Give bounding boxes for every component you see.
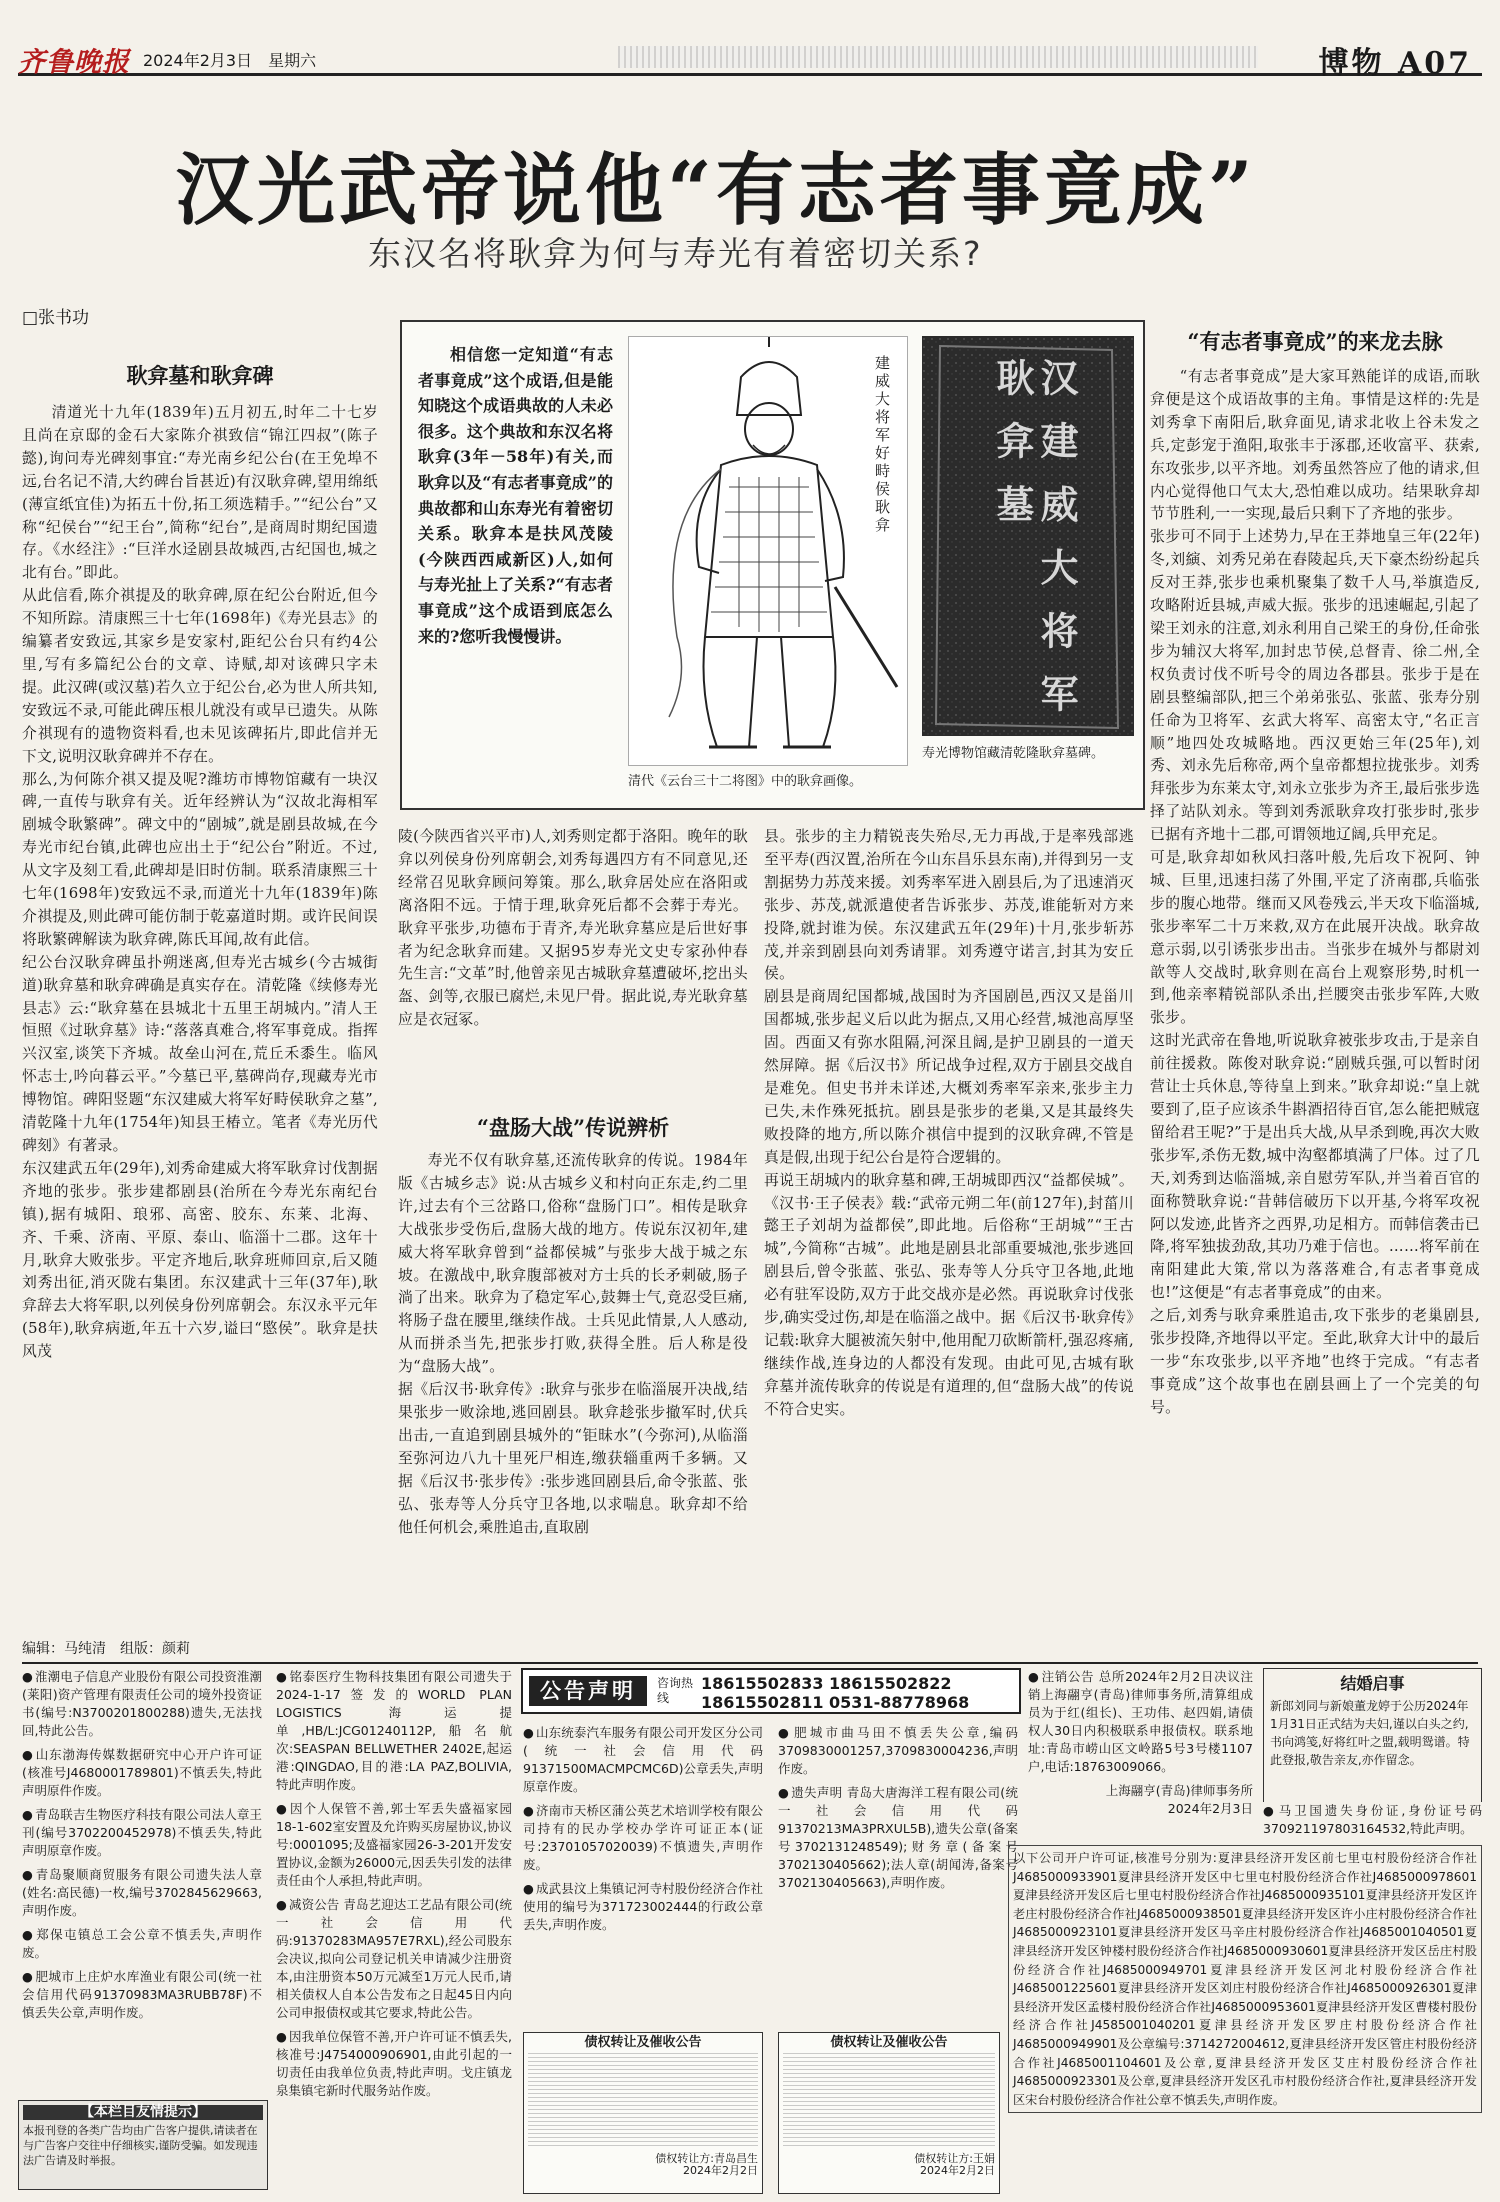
masthead (18, 40, 1482, 81)
notice-item: ● 青岛聚顺商贸服务有限公司遗失法人章(姓名:高民德)一枚,编号3702845629663,声明作废。 (22, 1866, 262, 1920)
notice-item: ● 肥城市曲马田不慎丢失公章,编码3709830001257,3709830004236,声明作废。 (778, 1724, 1018, 1778)
notice-item: ● 马卫国遗失身份证,身份证号码370921197803164532,特此声明。 (1263, 1802, 1482, 1838)
debt-notice-text (528, 2053, 758, 2149)
notice-item: ● 山东渤海传媒数据研究中心开户许可证(核准号J4680001789801)不慎丢失,特此声明原件作废。 (22, 1746, 262, 1800)
feature-box (400, 320, 1145, 810)
phone-line: 18615502811 0531-88778968 (701, 1693, 970, 1712)
debt-notice-text (783, 2053, 995, 2149)
portrait-caption: 清代《云台三十二将图》中的耿弇画像。 (628, 774, 863, 789)
debt-notice-signature: 债权转让方:青岛昌生 (655, 2152, 758, 2165)
stele-inscription: 汉 建 威 大 将 军 耿 弇 墓 (990, 358, 1079, 719)
debt-notice-title: 债权转让及催收公告 (830, 2035, 948, 2050)
debt-notice-2 (778, 2032, 1000, 2194)
ad-title: 公告声明 (529, 1676, 647, 1706)
article-column-4: “有志者事竟成”是大家耳熟能详的成语,而耿弇便是这个成语故事的主角。事情是这样的:先是刘秀拿下南阳后,耿弇面见,请求北收上谷未发之兵,定彭宠于渔阳,取张丰于涿郡,还收富平、获索,东攻张步,以平齐地。刘秀虽然答应了他的请求,但内心觉得他口气太大,恐怕难以成功。结果耿弇却节节胜利,一一实现,最后只剩下了齐地的张步。 张步可不同于上述势力,早在王莽地皇三年(22年)冬,刘縯、刘秀兄弟在舂陵起兵,天下豪杰纷纷起兵反对王莽,张步也乘机聚集了数千人马,举旗造反,攻略附近县城,声威大振。张步的迅速崛起,引起了梁王刘永的注意,刘永利用自己梁王的身份,任命张步为辅汉大将军,加封忠节侯,总督青、徐二州,全权负责讨伐不听号令的周边各郡县。张步于是在剧县整编部队,把三个弟弟张弘、张蓝、张寿分别任命为卫将军、玄武大将军、高密太守,“名正言顺”地四处攻城略地。西汉更始三年(25年),刘秀、刘永先后称帝,两个皇帝都想拉拢张步。刘秀拜张步为东莱太守,刘永立张步为齐王,最后张步选择了站队刘永。等到刘秀派耿弇攻打张步时,张步已据有齐地十二郡,可谓领地辽阔,兵甲充足。 可是,耿弇却如秋风扫落叶般,先后攻下祝阿、钟城、巨里,迅速扫荡了外围,平定了济南郡,兵临张步的腹心地带。继而又风卷残云,半天攻下临淄城,张步率军二十万来救,双方在此展开决战。耿弇故意示弱,以引诱张步出击。当张步在城外与都尉刘歆等人交战时,耿弇则在高台上观察形势,时机一到,他亲率精锐部队杀出,拦腰突击张步军阵,大败张步。 这时光武帝在鲁地,听说耿弇被张步攻击,于是亲自前往援救。陈俊对耿弇说:“剧贼兵强,可以暂时闭营让士兵休息,等待皇上到来。”耿弇却说:“皇上就要到了,臣子应该杀牛斟酒招待百官,怎么能把贼寇留给君王呢?”于是出兵大战,从早杀到晚,再次大败张步军,杀伤无数,城中沟壑都填满了尸体。过了几天,刘秀到达临淄城,亲自慰劳军队,并当着百官的面称赞耿弇说:“昔韩信破历下以开基,今将军攻祝阿以发迹,此皆齐之西界,功足相方。而韩信袭击已降,将军独拔劲敌,其功乃难于信也。……将军前在南阳建此大策,常以为落落难合,有志者事竟成也!”这便是“有志者事竟成”的由来。 之后,刘秀与耿弇乘胜追击,攻下张步的老巢剧县,张步投降,齐地得以平定。至此,耿弇大计中的最后一步“东攻张步,以平齐地”也终于完成。“有志者事竟成”这个故事也在剧县画上了一个完美的句号。 (1150, 368, 1480, 1416)
stele-rubbing-image (922, 336, 1134, 736)
notice-item: ● 减资公告 青岛艺迎达工艺品有限公司(统一社会信用代码:91370283MA957E7RXL),经公司股东会决议,拟向公司登记机关申请减少注册资本,由注册资本50万元减至1万元人民币,请相关债权人自本公告发布之日起45日内向公司申报债权或其它要求,特此公告。 (276, 1896, 512, 2022)
article-column-2: 寿光不仅有耿弇墓,还流传耿弇的传说。1984年版《古城乡志》说:从古城乡义和村向正东走,约二里许,过去有个三岔路口,俗称“盘肠门口”。相传是耿弇大战张步受伤后,盘肠大战的地方。传说东汉初年,建威大将军耿弇曾到“益都侯城”与张步大战于城之东坡。在激战中,耿弇腹部被对方士兵的长矛刺破,肠子淌了出来。耿弇为了稳定军心,鼓舞士气,竟忍受巨痛,将肠子盘在腰里,继续作战。士兵见此情景,人人感动,从而拼杀当先,把张步打败,获得全胜。后人称是役为“盘肠大战”。 据《后汉书·耿弇传》:耿弇与张步在临淄展开决战,结果张步一败涂地,逃回剧县。耿弇趁张步撤军时,伏兵出击,一直追到剧县城外的“钜昧水”(今弥河),从临淄至弥河边八九十里死尸相连,缴获辎重两千多辆。又据《后汉书·张步传》:张步逃回剧县后,命令张蓝、张弘、张寿等人分兵守卫各地,以求喘息。耿弇却不给他任何机会,乘胜追击,直取剧 (398, 1152, 748, 1536)
decorative-band (618, 46, 1258, 68)
headline: 汉光武帝说他“有志者事竟成” (175, 145, 1257, 236)
section-title-1: 耿弇墓和耿弇碑 (126, 363, 274, 388)
notice-item: ● 成武县汶上集镇记河寺村股份经济合作社使用的编号为371723002444的行政公章丢失,声明作废。 (523, 1880, 763, 1934)
ad-banner (521, 1668, 1021, 1714)
section-label: 博物 A07 (1318, 46, 1472, 81)
notice-column-5 (1028, 1668, 1253, 1838)
notice-column-1 (22, 1668, 262, 2093)
debt-notice-date: 2024年2月2日 (920, 2164, 995, 2177)
tip-body: 本报刊登的各类广告均由广告客户提供,请读者在与广告客户交往中仔细核实,谨防受骗。如发现违法广告请及时举报。 (23, 2124, 258, 2167)
notice-item: ● 郑保屯镇总工会公章不慎丢失,声明作废。 (22, 1926, 262, 1962)
general-portrait-icon (629, 337, 907, 765)
section-title-3: “有志者事竟成”的来龙去脉 (1187, 329, 1443, 354)
article-column-2-top: 陵(今陕西省兴平市)人,刘秀则定都于洛阳。晚年的耿弇以列侯身份列席朝会,刘秀每遇四方有不同意见,还经常召见耿弇顾问筹策。那么,耿弇居处应在洛阳或离洛阳不远。于情于理,耿弇死后都不会葬于寿光。耿弇平张步,功德布于青齐,寿光耿弇墓应是后世好事者为纪念耿弇而建。又据95岁寿光文史专家孙仲春先生言:“文革”时,他曾亲见古城耿弇墓遭破坏,挖出头盔、剑等,衣服已腐烂,未见尸骨。据此说,寿光耿弇墓应是衣冠冢。 (398, 828, 748, 1029)
notice-item: ● 济南市天桥区蒲公英艺术培训学校有限公司持有的民办学校办学许可证正本(证号:23701057020039)不慎遗失,声明作废。 (523, 1802, 763, 1874)
portrait-inscription: 建威大将军好畤侯耿弇 (873, 355, 891, 535)
notice-item: ● 淮潮电子信息产业股份有限公司投资淮潮(莱阳)资产管理有限责任公司的境外投资证书(编号:N3700201800288)遗失,无法找回,特此公告。 (22, 1668, 262, 1740)
section-title-2: “盘肠大战”传说辨析 (476, 1115, 670, 1140)
hotline-numbers (701, 1674, 969, 1712)
article-column-3: 县。张步的主力精锐丧失殆尽,无力再战,于是率残部逃至平寿(西汉置,治所在今山东昌乐县东南),并得到另一支割据势力苏茂来援。刘秀率军进入剧县后,为了迅速消灭张步、苏茂,就派遣使者告诉张步、苏茂,谁能斩对方来投降,就封谁为侯。东汉建武五年(29年)十月,张步斩苏茂,并亲到剧县向刘秀请罪。刘秀遵守诺言,封其为安丘侯。 剧县是商周纪国都城,战国时为齐国剧邑,西汉又是甾川国都城,张步起义后以此为据点,又用心经营,城池高厚坚固。西面又有弥水阻隔,河深且阔,是护卫剧县的一道天然屏障。据《后汉书》所记战争过程,双方于剧县交战自是难免。但史书并未详述,大概刘秀率军亲来,张步主力已失,未作殊死抵抗。剧县是张步的老巢,又是其最终失败投降的地方,所以陈介祺信中提到的汉耿弇碑,不管是真是假,出现于纪公台是符合逻辑的。 再说王胡城内的耿弇墓和碑,王胡城即西汉“益都侯城”。《汉书·王子侯表》载:“武帝元朔二年(前127年),封菑川懿王子刘胡为益都侯”,即此地。后俗称“王胡城”“王古城”,今简称“古城”。此地是剧县北部重要城池,张步逃回剧县后,曾令张蓝、张弘、张寿等人分兵守卫各地,此地必有驻军设防,双方于此交战亦是必然。再说耿弇讨伐张步,确实受过伤,却是在临淄之战中。据《后汉书·耿弇传》记载:耿弇大腿被流矢射中,他用配刀砍断箭杆,强忍疼痛,继续作战,连身边的人都没有发现。由此可见,古城有耿弇墓并流传耿弇的传说是有道理的,但“盘肠大战”的传说不符合史实。 (764, 828, 1134, 1418)
notice-date: 2024年2月3日 (1167, 1801, 1253, 1816)
debt-notice-date: 2024年2月2日 (683, 2164, 758, 2177)
announcement-body: 新郎刘同与新娘董龙婷于公历2024年1月31日正式结为夫妇,谨以白头之约,书向鸿笺,好将红叶之盟,载明鸳谱。特此登报,敬告亲友,亦作留念。 (1270, 1699, 1470, 1767)
byline: □张书功 (22, 308, 90, 328)
notice-signature: 上海翮亨(青岛)律师事务所 (1105, 1783, 1253, 1798)
tip-title: 【本栏目友情提示】 (23, 2105, 263, 2120)
paper-logo: 齐鲁晚报 (18, 47, 130, 78)
issue-date: 2024年2月3日 星期六 (143, 51, 317, 70)
phone-line: 18615502833 18615502822 (701, 1674, 952, 1693)
hotline-label: 咨询热线 (657, 1676, 694, 1705)
notice-item: ● 山东统泰汽车服务有限公司开发区分公司(统一社会信用代码91371500MACMPCMC6D)公章丢失,声明原章作废。 (523, 1724, 763, 1796)
tip-box (18, 2100, 268, 2190)
license-loss-list: 以下公司开户许可证,核准号分别为:夏津县经济开发区前七里屯村股份经济合作社J4685000933901夏津县经济开发区中七里屯村股份经济合作社J4685000978601夏津县经济开发区后七里屯村股份经济合作社J4685000935101夏津县经济开发区许老庄村股份经济合作社J4685000938501夏津县经济开发区许小庄村股份经济合作社J4685000923101夏津县经济开发区马辛庄村股份经济合作社J4685001040501夏津县经济开发区钟楼村股份经济合作社J4685000930601夏津县经济开发区岳庄村股份经济合作社J4685000949701夏津县经济开发区河北村股份经济合作社J4685001225601夏津县经济开发区刘庄村股份经济合作社J4685000926301夏津县经济开发区孟楼村股份经济合作社J4685000953601夏津县经济开发区曹楼村股份经济合作社J4585001040201夏津县经济开发区罗庄村股份经济合作社J4685000949901及公章编号:3714272004612,夏津县经济开发区管庄村股份经济合作社J4685001104601及公章,夏津县经济开发区艾庄村股份经济合作社J4685000923301及公章,夏津县经济开发区孔市村股份经济合作社,夏津县经济开发区宋台村股份经济合作社公章不慎丢失,声明作废。 (1008, 1845, 1482, 2113)
notice-item: ● 铭泰医疗生物科技集团有限公司遗失于2024-1-17签发的WORLD PLAN LOGISTICS 海运提单,HB/L:JCG01240112P,船名航次:SEASPAN BELLWETHER 2402E,起运港:QINGDAO,目的港:LA PAZ,BOLIVIA,特此声明作废。 (276, 1668, 512, 1794)
debt-notice-signature: 债权转让方:王娟 (914, 2152, 995, 2165)
notice-item: ● 遗失声明 青岛大唐海洋工程有限公司(统一社会信用代码91370213MA3PRXUL5B),遗失公章(备案号3702131248549);财务章(备案号3702130405662);法人章(胡闻涛,备案号3702130405663),声明作废。 (778, 1784, 1018, 1892)
notice-column-4 (778, 1724, 1018, 2024)
article-column-1: 清道光十九年(1839年)五月初五,时年二十七岁且尚在京邸的金石大家陈介祺致信“锦江四叔”(陈子懿),询问寿光碑刻事宜:“寿光南乡纪公台(在王免埠不远,台名记不清,大约碑台旨甚近)有汉耿弇碑,望用绵纸(薄宣纸宜佳)为拓五十份,拓工须选精手。”“纪公台”又称“纪侯台”“纪王台”,简称“纪台”,是商周时期纪国遗存。《水经注》:“巨洋水迳剧县故城西,古纪国也,城之北有台。”即此。 从此信看,陈介祺提及的耿弇碑,原在纪公台附近,但今不知所踪。清康熙三十七年(1698年)《寿光县志》的编纂者安致远,其家乡是安家村,距纪公台只有约4公里,写有多篇纪公台的文章、诗赋,却对该碑只字未提。此汉碑(或汉墓)若久立于纪公台,必为世人所共知,安致远不录,可能此碑压根儿就没有或早已遗失。从陈介祺现有的遗物资料看,也未见该碑拓片,即此信并无下文,说明汉耿弇碑并不存在。 那么,为何陈介祺又提及呢?潍坊市博物馆藏有一块汉碑,一直传与耿弇有关。近年经辨认为“汉故北海相军剧城令耿繁碑”。碑文中的“剧城”,就是剧县故城,在今寿光市纪台镇,此碑也应出土于“纪公台”附近。不过,从文字及刻工看,此碑却是旧时仿制。联系清康熙三十七年(1698年)安致远不录,而道光十九年(1839年)陈介祺提及,则此碑可能仿制于乾嘉道时期。或许民间误将耿繁碑解读为耿弇碑,陈氏耳闻,故有此信。 纪公台汉耿弇碑虽扑朔迷离,但寿光古城乡(今古城街道)耿弇墓和耿弇碑确是真实存在。清乾隆《续修寿光县志》云:“耿弇墓在县城北十五里王胡城内。”清人王恒照《过耿弇墓》诗:“落落真难合,将军事竟成。指挥兴汉室,谈笑下齐城。故垒山河在,荒丘禾黍生。临风怀志士,吟向暮云平。”今墓已平,墓碑尚存,现藏寿光市博物馆。碑阳竖题“东汉建威大将军好畤侯耿弇之墓”,清乾隆十九年(1754年)知县王椿立。笔者《寿光历代碑刻》有著录。 东汉建武五年(29年),刘秀命建威大将军耿弇讨伐割据齐地的张步。张步建都剧县(治所在今寿光东南纪台镇),据有城阳、琅邪、高密、胶东、东莱、北海、齐、千乘、济南、平原、泰山、临淄十二郡。这年十月,耿弇大败张步。平定齐地后,耿弇班师回京,后又随刘秀出征,消灭陇右集团。东汉建武十三年(37年),耿弇辞去大将军职,以列侯身份列席朝会。东汉永平元年(58年),耿弇病逝,年五十六岁,谥曰“愍侯”。耿弇是扶风茂 (22, 404, 378, 1361)
debt-notice-1 (523, 2032, 763, 2194)
notice-item: ● 青岛联吉生物医疗科技有限公司法人章王刊(编号3702200452978)不慎丢失,特此声明原章作废。 (22, 1806, 262, 1860)
subheadline: 东汉名将耿弇为何与寿光有着密切关系? (368, 234, 983, 273)
editor-credits: 编辑：马纯清 组版：颜莉 (22, 1638, 1478, 1664)
notice-item: ● 注销公告 总所2024年2月2日决议注销上海翮亨(青岛)律师事务所,清算组成员为于红(组长)、王功伟、赵四娟,请债权人30日内积极联系申报债权。联系地址:青岛市崂山区文岭路5号3号楼1107户,电话:18763009066。 (1028, 1668, 1253, 1776)
notice-column-3 (523, 1724, 763, 2024)
intro-text: 相信您一定知道“有志者事竟成”这个成语,但是能知晓这个成语典故的人未必很多。这个典故和东汉名将耿弇(3年－58年)有关,而耿弇以及“有志者事竟成”的典故都和山东寿光有着密切关系。耿弇本是扶风茂陵(今陕西西咸新区)人,如何与寿光扯上了关系?“有志者事竟成”这个成语到底怎么来的?您听我慢慢讲。 (418, 345, 613, 646)
stele-caption: 寿光博物馆藏清乾隆耿弇墓碑。 (922, 746, 1105, 761)
announcement-title: 结婚启事 (1340, 1674, 1405, 1693)
portrait-image (628, 336, 908, 766)
notice-item: ● 因我单位保管不善,开户许可证不慎丢失,核准号:J4754000906901,由此引起的一切责任由我单位负责,特此声明。戈庄镇龙泉集镇宅新时代服务站作废。 (276, 2028, 512, 2100)
notice-column-2 (276, 1668, 512, 2188)
notice-item: ● 肥城市上庄炉水库渔业有限公司(统一社会信用代码91370983MA3RUBB78F)不慎丢失公章,声明作废。 (22, 1968, 262, 2022)
notice-item: ● 因个人保管不善,郭士军丢失盛福家园18-1-602室安置及允许购买房屋协议,协议号:0001095;及盛福家园26-3-201开发安置协议,金额为26000元,因丢失引发的法律责任由个人承担,特此声明。 (276, 1800, 512, 1890)
classifieds-area (18, 1660, 1482, 2200)
debt-notice-title: 债权转让及催收公告 (584, 2035, 702, 2050)
notice-column-6 (1263, 1802, 1482, 1842)
